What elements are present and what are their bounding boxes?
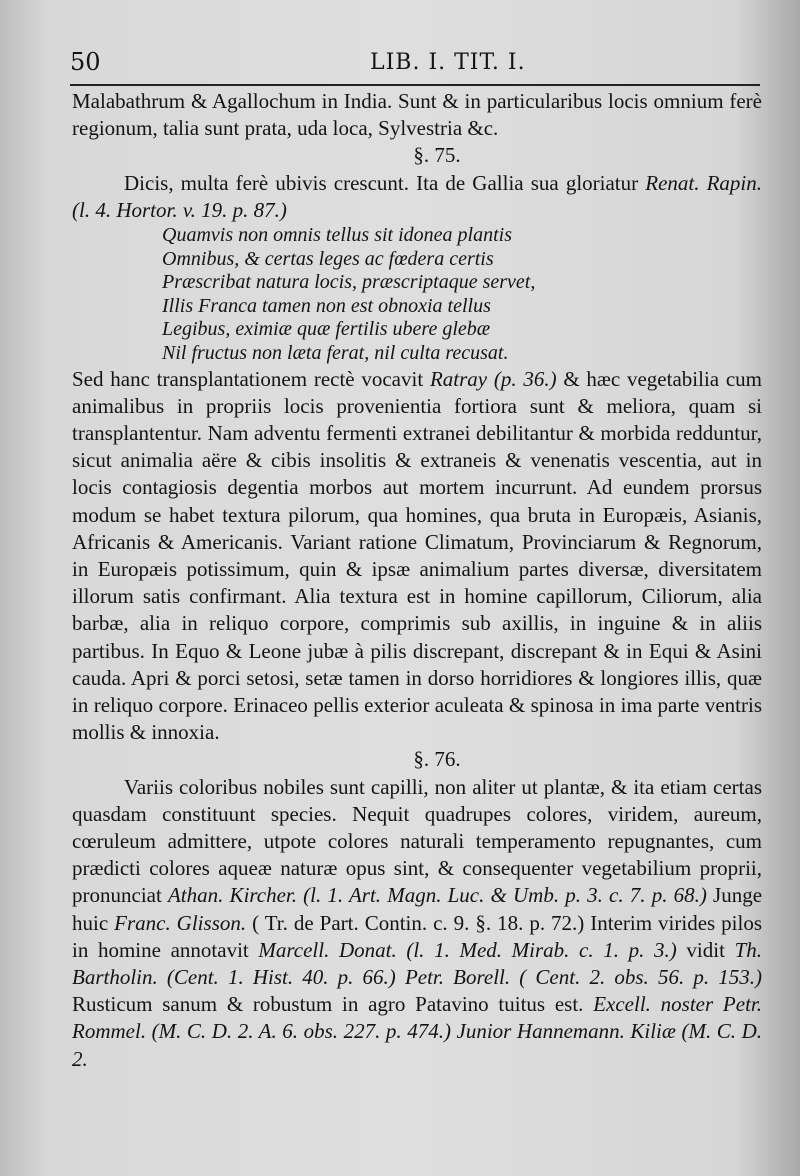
paragraph-text: Rusticum sanum & robustum in agro Patavino tuitus est. bbox=[72, 992, 584, 1017]
header-rule bbox=[70, 84, 760, 86]
page-body bbox=[72, 88, 762, 1073]
author-citation: Excell. noster Petr. Rommel. (M. C. D. 2. A. 6. obs. 227. p. 474.) Junior Hannemann. Kiliæ (M. C. D. 2. bbox=[72, 992, 762, 1071]
author-citation: Th. Bartholin. (Cent. 1. Hist. 40. p. 66.) Petr. Borell. ( Cent. 2. obs. 56. p. 153.) bbox=[72, 937, 763, 990]
paragraph-text: vidit bbox=[686, 937, 725, 962]
paragraph-75 bbox=[72, 170, 762, 224]
paragraph-76 bbox=[72, 774, 762, 1073]
verse-line: Omnibus, & certas leges ac fœdera certis bbox=[162, 247, 494, 270]
author-citation: Renat. Rapin. bbox=[645, 170, 763, 195]
paragraph-text: & hæc vegetabilia cum animalibus in propriis locis provenientia fortiora sunt & meliora, quam si transplantentur. Nam adventu fermenti extranei debilitantur & morbida redduntur, sicut animalia aëre & cibis insolitis & extraneis & venenatis vescentia, aut in locis contagiosis degentia morbos aut mortem incurrunt. Ad eundem prorsus modum se habet textura pilorum, qua homines, qua bruta in Europæis, Asianis, Africanis & Americanis. Variant ratione Climatum, Provinciarum & Regnorum, in Europæis potissimum, quin & ipsæ animalium partes diversæ, diversitatem illorum satis confirmant. Alia textura est in homine capillorum, Ciliorum, alia barbæ, alia in reliquo corpore, comprimis sub axillis, in inguine & in aliis partibus. In Equo & Leone jubæ à pilis discrepant, discrepant & in Equi & Asini cauda. Apri & porci setosi, setæ tamen in dorso horridiores & longiores illis, quæ in reliquo corpore. Erinaceo pellis exterior aculeata & spinosa in ima parte ventris mollis & innoxia. bbox=[72, 366, 762, 745]
page-header bbox=[70, 46, 760, 82]
verse-line: Præscribat natura locis, præscriptaque servet, bbox=[162, 271, 536, 294]
paragraph-continuation bbox=[72, 88, 762, 142]
paragraph-text: Dicis, multa ferè ubivis crescunt. Ita de Gallia sua gloriatur bbox=[124, 170, 639, 195]
author-citation: Ratray (p. 36.) bbox=[429, 366, 557, 391]
verse-line: Nil fructus non læta ferat, nil culta recusat. bbox=[162, 341, 509, 364]
running-head: LIB. I. TIT. I. bbox=[370, 50, 526, 75]
paragraph-text: Malabathrum & Agallochum in India. Sunt & in particularibus locis omnium ferè regionum, talia sunt prata, uda loca, Sylvestria &c. bbox=[72, 89, 762, 141]
reference-citation: (l. 4. Hortor. v. 19. p. 87.) bbox=[72, 197, 287, 222]
paragraph-text: Sed hanc transplantationem rectè vocavit bbox=[72, 366, 424, 391]
verse-line: Illis Franca tamen non est obnoxia tellus bbox=[162, 294, 491, 317]
paragraph-text: Variis coloribus nobiles sunt capilli, non aliter ut plantæ, & ita etiam certas quasdam constituunt species. Nequit quadrupes colores, viridem, aureum, cœruleum admittere, utpote colores naturali temperamento repugnantes, cum prædicti colores aqueæ naturæ opus sint, & consequenter vegetabilium proprii, pronunciat bbox=[72, 774, 762, 908]
verse-line: Legibus, eximiæ quæ fertilis ubere glebæ bbox=[162, 318, 491, 341]
verse-line: Quamvis non omnis tellus sit idonea plantis bbox=[162, 224, 512, 247]
paragraph-text: ( Tr. de Part. Contin. c. 9. §. 18. p. 72.) Interim virides pilos in homine annotavit bbox=[72, 910, 763, 962]
author-citation: Marcell. Donat. (l. 1. Med. Mirab. c. 1. p. 3.) bbox=[258, 937, 677, 962]
author-citation: Franc. Glisson. bbox=[114, 910, 247, 935]
author-citation: Athan. Kircher. (l. 1. Art. Magn. Luc. & Umb. p. 3. c. 7. p. 68.) bbox=[167, 883, 707, 908]
section-heading-76: §. 76. bbox=[413, 747, 461, 772]
paragraph-text: Junge huic bbox=[72, 883, 763, 935]
section-heading-75: §. 75. bbox=[413, 143, 461, 168]
paragraph-transplantation bbox=[72, 366, 762, 747]
verse-quotation bbox=[72, 224, 762, 366]
page-number: 50 bbox=[70, 48, 101, 76]
